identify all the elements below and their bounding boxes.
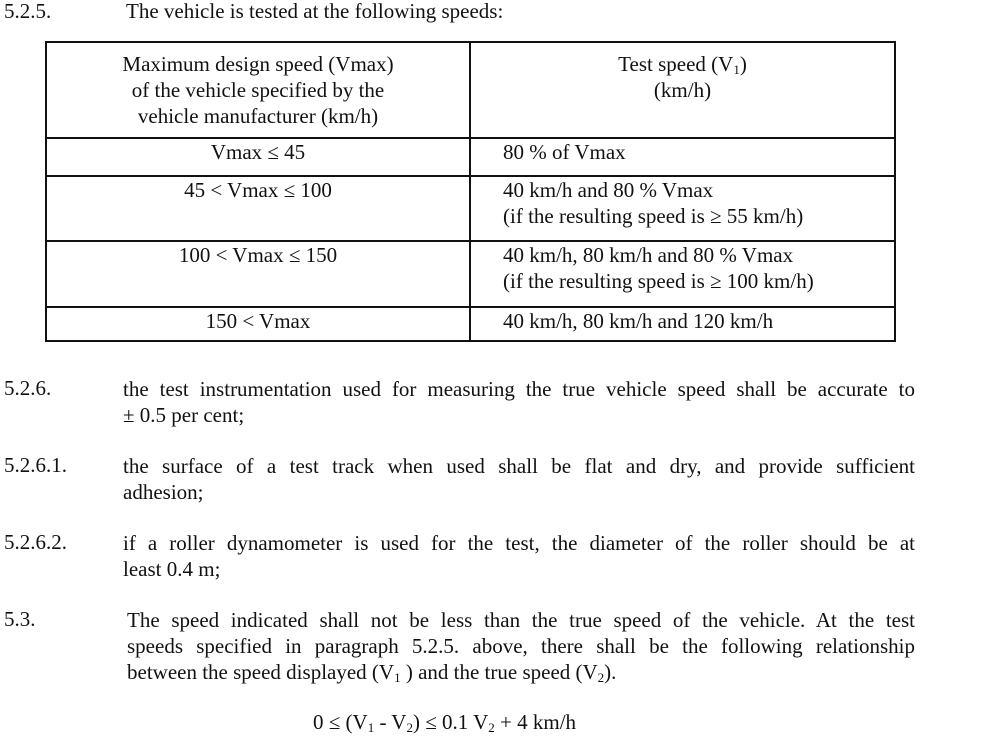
section-text-5-2-5: The vehicle is tested at the following speeds: bbox=[126, 0, 504, 23]
section-number-5-2-6-2: 5.2.6.2. bbox=[4, 530, 67, 554]
subscript: 1 bbox=[394, 670, 401, 685]
header-line bbox=[471, 51, 894, 77]
subscript: 2 bbox=[597, 670, 605, 685]
section-number-5-2-5: 5.2.5. bbox=[4, 0, 52, 23]
header-line: vehicle manufacturer (km/h) bbox=[137, 104, 379, 128]
section-number-5-2-6: 5.2.6. bbox=[4, 376, 52, 400]
table-row bbox=[46, 138, 895, 176]
subscript: 1 bbox=[367, 720, 375, 735]
section-number-5-3: 5.3. bbox=[4, 607, 36, 631]
cell-line: 40 km/h, 80 km/h and 80 % Vmax bbox=[503, 243, 794, 267]
section-text-5-2-6-1 bbox=[123, 453, 915, 505]
test-speed-cell bbox=[470, 138, 895, 176]
cell-line: 40 km/h and 80 % Vmax bbox=[503, 178, 714, 202]
cell-line: (if the resulting speed is ≥ 55 km/h) bbox=[503, 204, 804, 228]
header-line: (km/h) bbox=[653, 78, 712, 102]
para-line: adhesion; bbox=[123, 480, 204, 504]
text: ) and the true speed (V bbox=[400, 660, 598, 684]
test-speed-cell bbox=[470, 307, 895, 341]
vmax-cell: 150 < Vmax bbox=[46, 307, 470, 341]
section-number-5-2-6-1: 5.2.6.1. bbox=[4, 453, 67, 477]
header-line: Maximum design speed (Vmax) bbox=[122, 52, 394, 76]
cell-line: 80 % of Vmax bbox=[503, 140, 626, 164]
formula-text: - V bbox=[374, 710, 407, 734]
para-line: least 0.4 m; bbox=[123, 557, 221, 581]
cell-line: (if the resulting speed is ≥ 100 km/h) bbox=[503, 269, 814, 293]
formula-text: ) ≤ 0.1 V bbox=[412, 710, 489, 734]
text: between the speed displayed (V bbox=[127, 660, 395, 684]
formula-text: 0 ≤ (V bbox=[313, 710, 368, 734]
subscript: 1 bbox=[733, 62, 740, 77]
para-line: if a roller dynamometer is used for the test, the diameter of the roller should be at bbox=[123, 531, 915, 555]
header-line: of the vehicle specified by the bbox=[131, 78, 385, 102]
header-max-design-speed bbox=[46, 42, 470, 138]
para-line: The speed indicated shall not be less than the true speed of the vehicle. At the test bbox=[127, 608, 915, 632]
vmax-cell: Vmax ≤ 45 bbox=[46, 138, 470, 176]
para-line bbox=[127, 659, 915, 685]
para-line: speeds specified in paragraph 5.2.5. above, there shall be the following relationship bbox=[127, 634, 915, 658]
table-row bbox=[46, 241, 895, 307]
test-speeds-table bbox=[45, 41, 896, 342]
test-speed-cell bbox=[470, 241, 895, 307]
header-test-speed bbox=[470, 42, 895, 138]
section-text-5-3 bbox=[127, 607, 915, 685]
vmax-cell: 100 < Vmax ≤ 150 bbox=[46, 241, 470, 307]
para-line: the test instrumentation used for measuring the true vehicle speed shall be accurate to bbox=[123, 377, 915, 401]
para-line: the surface of a test track when used shall be flat and dry, and provide sufficient bbox=[123, 454, 915, 478]
test-speed-cell bbox=[470, 176, 895, 241]
header-text: ) bbox=[739, 52, 747, 76]
section-text-5-2-6 bbox=[123, 376, 915, 428]
cell-line: 40 km/h, 80 km/h and 120 km/h bbox=[503, 309, 774, 333]
para-line: ± 0.5 per cent; bbox=[123, 403, 245, 427]
subscript: 2 bbox=[488, 720, 495, 735]
formula-text: + 4 km/h bbox=[494, 710, 577, 734]
table-row bbox=[46, 176, 895, 241]
table-row bbox=[46, 307, 895, 341]
table-header-row bbox=[46, 42, 895, 138]
text: ). bbox=[604, 660, 617, 684]
header-text: Test speed (V bbox=[618, 52, 734, 76]
speed-relationship-formula bbox=[313, 710, 576, 735]
vmax-cell: 45 < Vmax ≤ 100 bbox=[46, 176, 470, 241]
section-text-5-2-6-2 bbox=[123, 530, 915, 582]
subscript: 2 bbox=[406, 720, 413, 735]
